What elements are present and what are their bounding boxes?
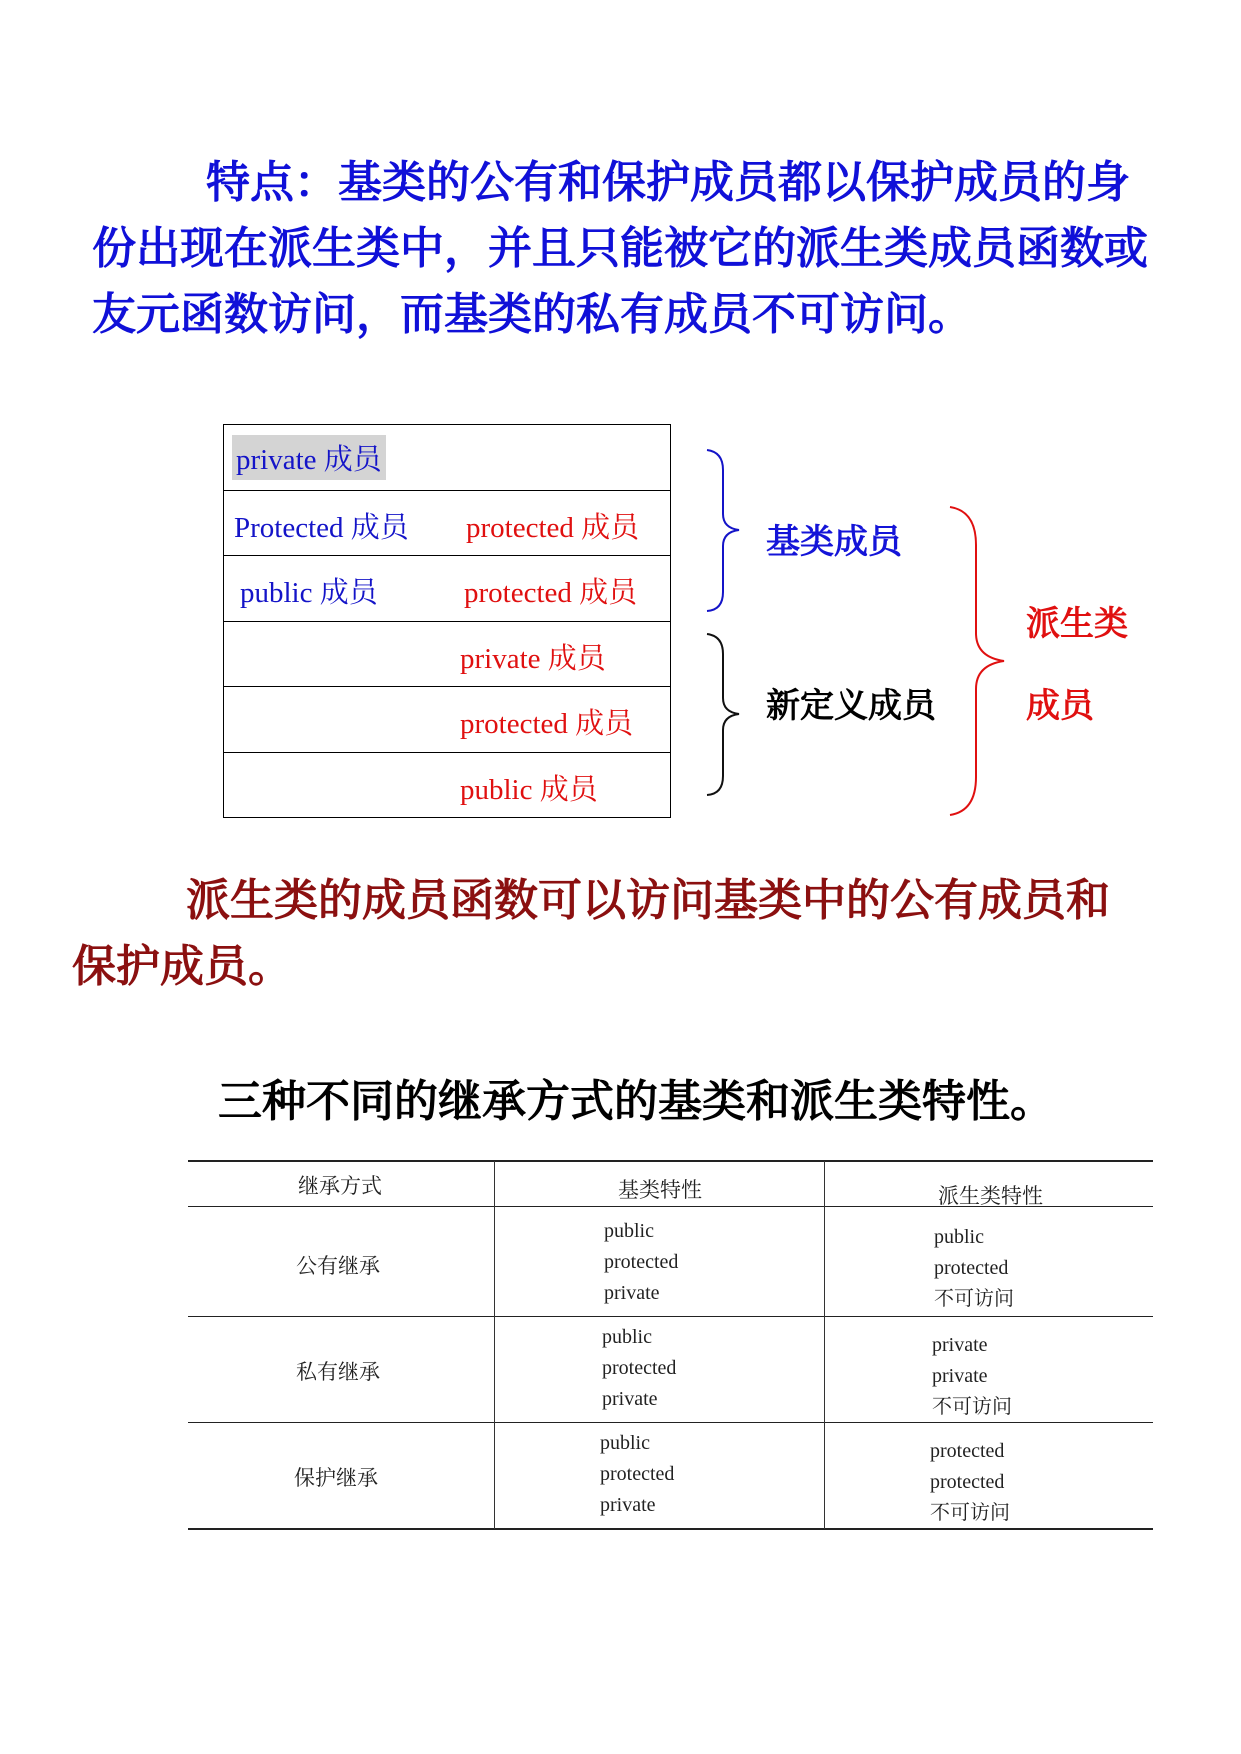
- base-value: protected: [600, 1463, 675, 1485]
- member-row: [224, 556, 670, 622]
- member-row-right: protected 成员: [466, 511, 640, 544]
- para2-line-1: 派生类的成员函数可以访问基类中的公有成员和: [186, 875, 1110, 926]
- member-row: [224, 425, 670, 491]
- derived-members-brace: [948, 505, 1006, 817]
- derived-cell: [930, 1436, 1010, 1529]
- mode-cell: 保护继承: [294, 1466, 378, 1490]
- member-diagram-table: [223, 424, 671, 818]
- base-members-label: 基类成员: [766, 522, 902, 562]
- para2-line-2: 保护成员。: [72, 941, 292, 992]
- base-value: private: [600, 1494, 656, 1516]
- new-members-label: 新定义成员: [766, 686, 936, 726]
- derived-value: private: [932, 1365, 988, 1387]
- base-value: public: [600, 1432, 650, 1454]
- member-row: [224, 753, 670, 819]
- intro-line-2: 份出现在派生类中，并且只能被它的派生类成员函数或: [92, 223, 1148, 274]
- base-value: protected: [602, 1357, 677, 1379]
- header-base: 基类特性: [618, 1178, 702, 1202]
- derived-value: public: [934, 1226, 984, 1248]
- intro-line-3: 友元函数访问，而基类的私有成员不可访问。: [92, 289, 972, 340]
- header-mode: 继承方式: [298, 1174, 382, 1198]
- member-row-left: Protected 成员: [234, 511, 409, 544]
- base-cell: [602, 1322, 676, 1415]
- member-row-right: public 成员: [460, 774, 598, 806]
- member-row-left: private 成员: [232, 435, 386, 480]
- intro-line-1: 特点：基类的公有和保护成员都以保护成员的身: [206, 157, 1130, 208]
- base-value: private: [602, 1388, 658, 1410]
- derived-value: protected: [934, 1257, 1009, 1279]
- table-col-divider: [824, 1161, 825, 1529]
- member-row: [224, 687, 670, 753]
- derived-value: 不可访问: [930, 1502, 1010, 1524]
- derived-label-1: 派生类: [1026, 604, 1128, 644]
- member-row: [224, 622, 670, 688]
- derived-value: protected: [930, 1471, 1005, 1493]
- derived-value: 不可访问: [932, 1396, 1012, 1418]
- mode-cell: 私有继承: [296, 1360, 380, 1384]
- base-value: public: [602, 1326, 652, 1348]
- table-rule-top: [188, 1160, 1153, 1162]
- derived-access-paragraph: [72, 868, 1182, 1000]
- member-row-left: public 成员: [240, 577, 378, 610]
- member-row: [224, 491, 670, 557]
- intro-paragraph: [92, 150, 1182, 348]
- header-derived: 派生类特性: [938, 1184, 1043, 1208]
- member-row-right: private 成员: [460, 642, 606, 675]
- derived-value: private: [932, 1334, 988, 1356]
- derived-cell: [932, 1330, 1012, 1423]
- base-value: protected: [604, 1251, 679, 1273]
- base-members-brace: [705, 448, 741, 613]
- derived-value: protected: [930, 1440, 1005, 1462]
- base-cell: [600, 1428, 674, 1521]
- derived-value: 不可访问: [934, 1288, 1014, 1310]
- inheritance-table: [188, 1156, 1153, 1548]
- base-value: public: [604, 1220, 654, 1242]
- table-col-divider: [494, 1161, 495, 1529]
- derived-cell: [934, 1222, 1014, 1315]
- table-rule: [188, 1316, 1153, 1317]
- derived-label-2: 成员: [1026, 686, 1094, 726]
- new-members-brace: [705, 632, 741, 797]
- member-row-right: protected 成员: [464, 577, 638, 610]
- inheritance-heading: 三种不同的继承方式的基类和派生类特性。: [218, 1076, 1054, 1127]
- mode-cell: 公有继承: [296, 1254, 380, 1278]
- base-value: private: [604, 1282, 660, 1304]
- base-cell: [604, 1216, 678, 1309]
- member-row-right: protected 成员: [460, 708, 634, 741]
